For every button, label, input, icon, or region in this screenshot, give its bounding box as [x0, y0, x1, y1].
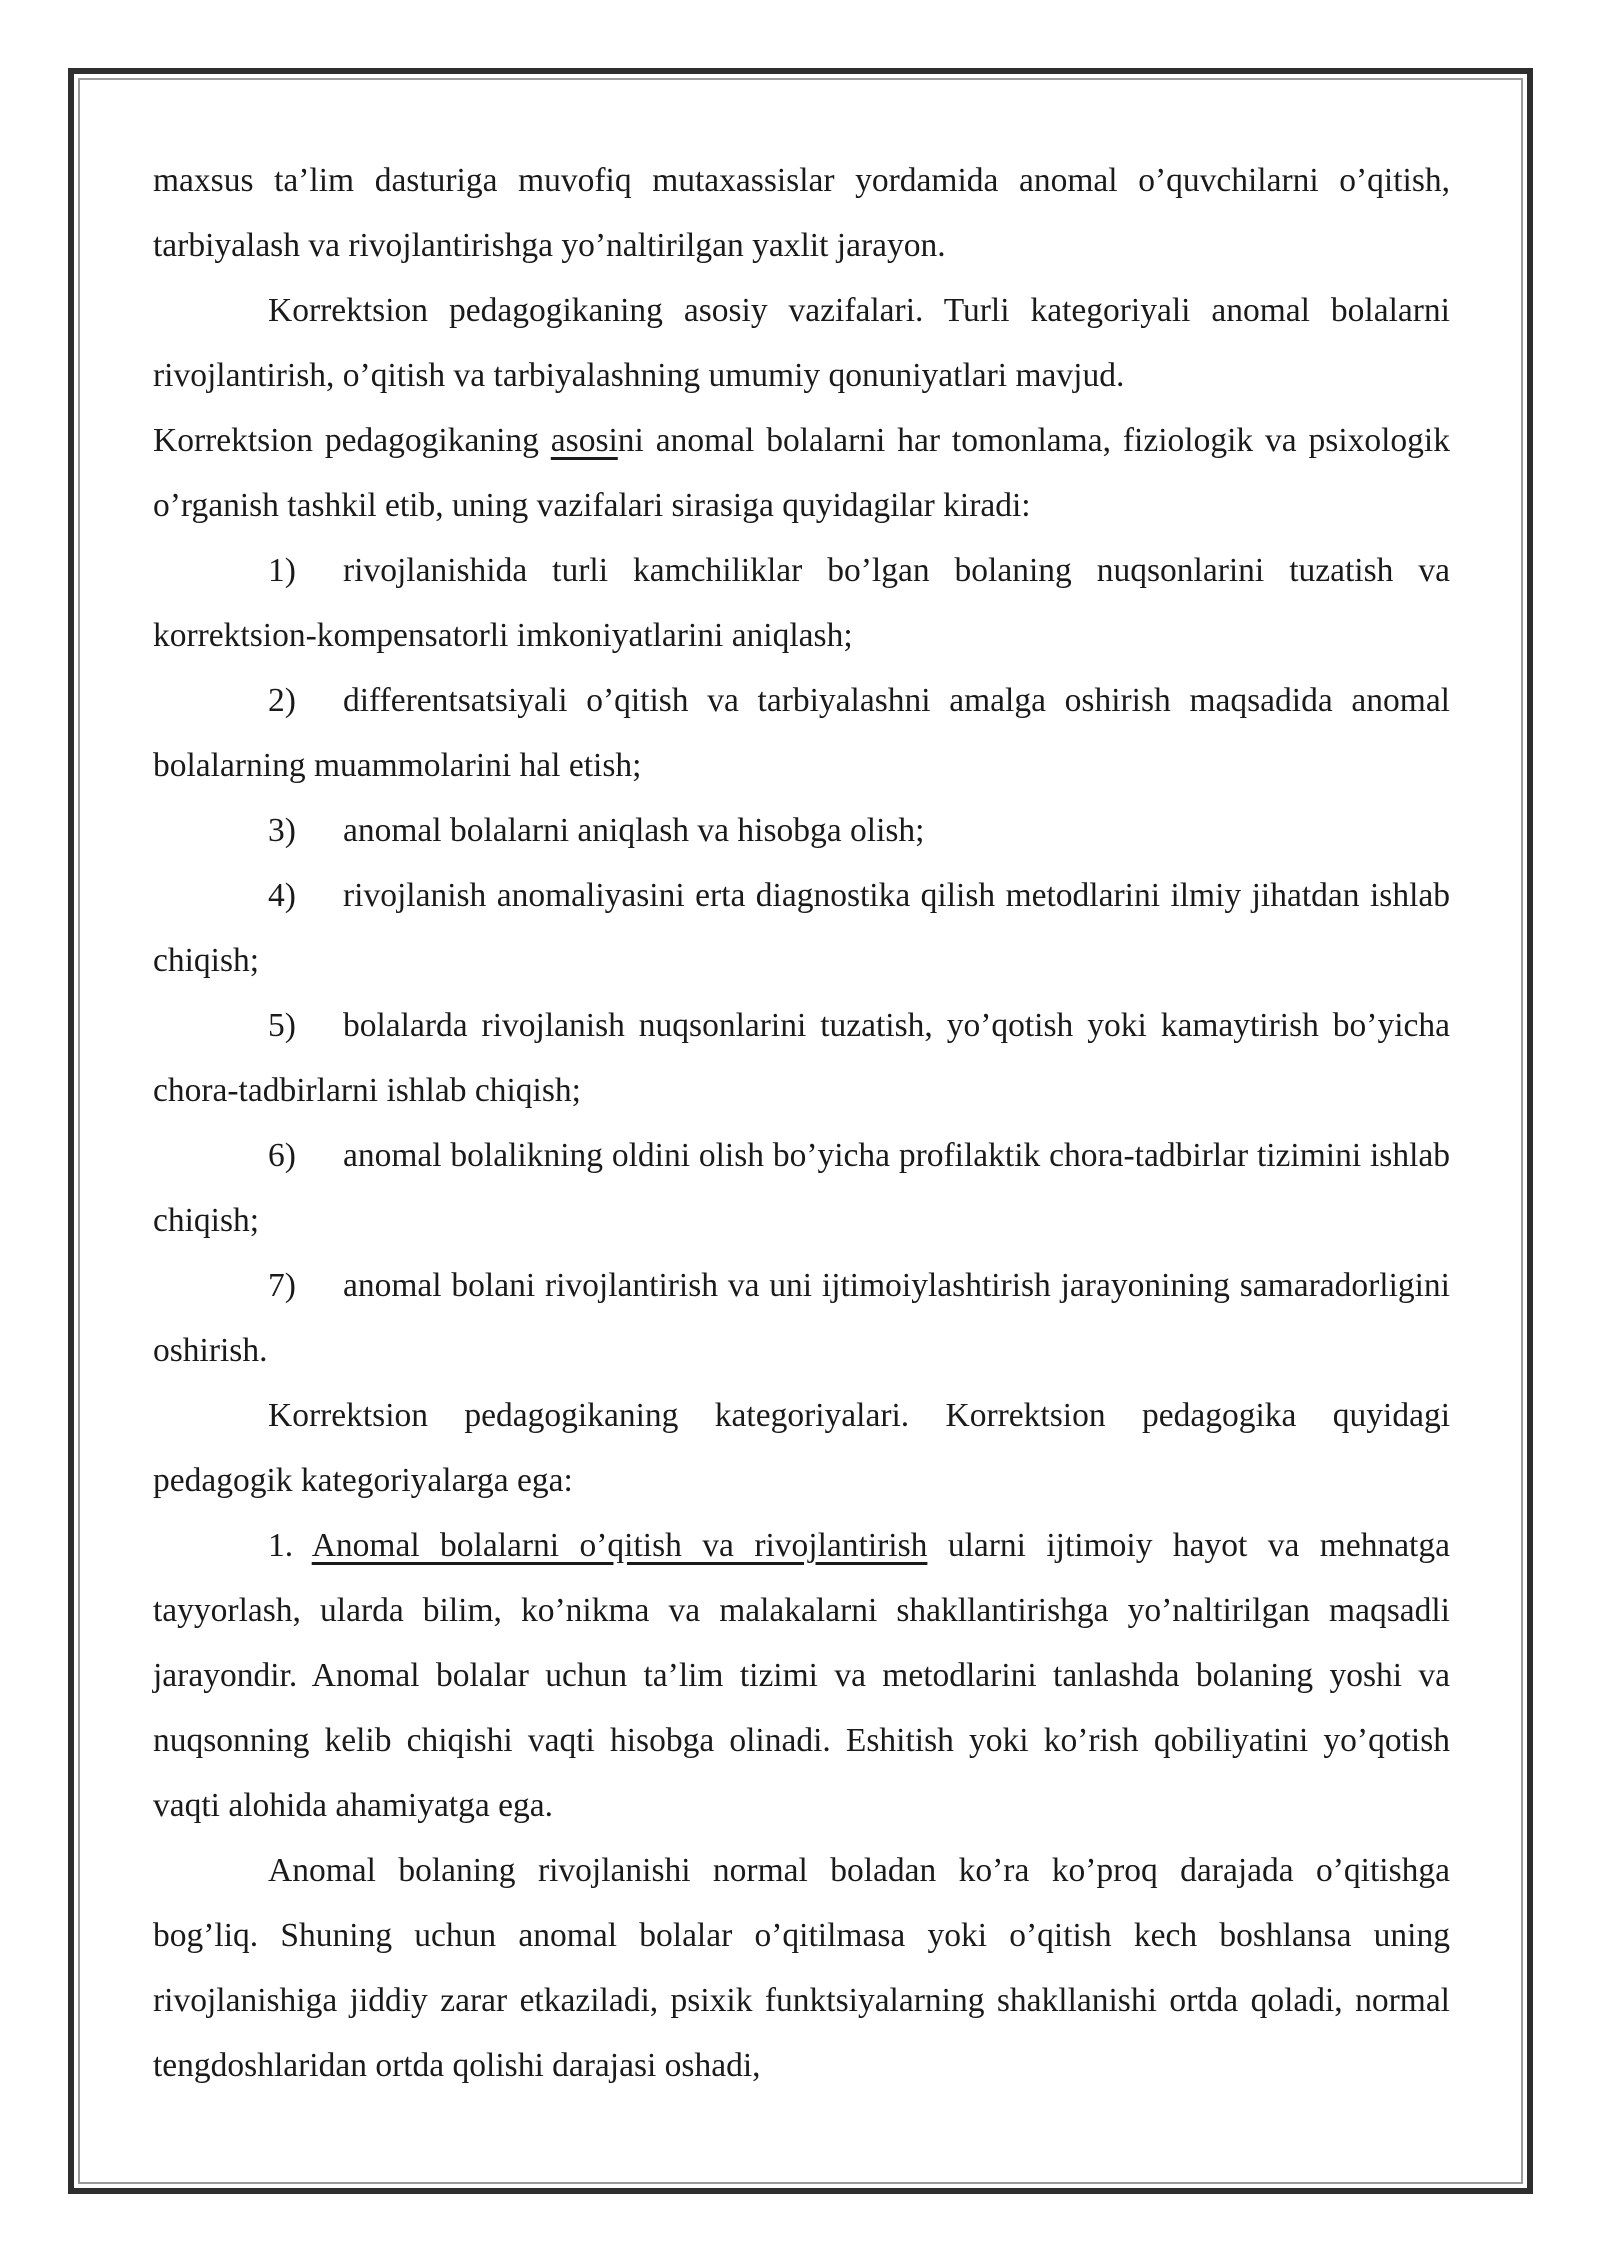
- list-number: 1): [268, 552, 296, 589]
- list-text: rivojlanish anomaliyasini erta diagnostika qilish metodlarini ilmiy jihatdan ishlab chiqish;: [153, 877, 1450, 979]
- list-text: bolalarda rivojlanish nuqsonlarini tuzatish, yo’qotish yoki kamaytirish bo’yicha chora-tadbirlarni ishlab chiqish;: [153, 1007, 1450, 1109]
- list-number: 4): [268, 877, 296, 914]
- list-number: 5): [268, 1007, 296, 1044]
- category-number: 1.: [268, 1527, 312, 1564]
- text-span: ni anomal bolalarni har tomonlama, fiziologik va psixologik o’rganish tashkil etib, uning vazifalari sirasiga quyidagilar kiradi:: [153, 422, 1450, 524]
- list-item: [153, 863, 1450, 993]
- list-text: differentsatsiyali o’qitish va tarbiyalashni amalga oshirish maqsadida anomal bolalarning muammolarini hal etish;: [153, 682, 1450, 784]
- underlined-term: asosi: [550, 422, 618, 459]
- text-span: Korrektsion pedagogikaning: [153, 422, 551, 459]
- list-item: [153, 538, 1450, 668]
- list-number: 7): [268, 1267, 296, 1304]
- list-number: 3): [268, 812, 296, 849]
- document-body: [153, 148, 1450, 2098]
- list-text: rivojlanishida turli kamchiliklar bo’lgan bolaning nuqsonlarini tuzatish va korrektsion-kompensatorli imkoniyatlarini aniqlash;: [153, 552, 1450, 654]
- paragraph-intro: maxsus ta’lim dasturiga muvofiq mutaxassislar yordamida anomal o’quvchilarni o’qitish, tarbiyalash va rivojlantirishga yo’naltirilgan yaxlit jarayon.: [153, 162, 1450, 264]
- paragraph-tasks-heading: Korrektsion pedagogikaning asosiy vazifalari. Turli kategoriyali anomal bolalarni rivojlantirish, o’qitish va tarbiyalashning umumiy qonuniyatlari mavjud.: [153, 292, 1450, 394]
- list-text: anomal bolalarni aniqlash va hisobga olish;: [343, 812, 925, 849]
- list-item: [153, 668, 1450, 798]
- underlined-term: Anomal bolalarni o’qitish va rivojlantirish: [311, 1527, 928, 1564]
- list-item: [153, 1123, 1450, 1253]
- list-text: anomal bolani rivojlantirish va uni ijtimoiylashtirish jarayonining samaradorligini oshirish.: [153, 1267, 1450, 1369]
- list-item: [153, 798, 1450, 863]
- list-item: [153, 993, 1450, 1123]
- paragraph-categories: Korrektsion pedagogikaning kategoriyalari. Korrektsion pedagogika quyidagi pedagogik kategoriyalarga ega:: [153, 1397, 1450, 1499]
- text-span: ularni ijtimoiy hayot va mehnatga tayyorlash, ularda bilim, ko’nikma va malakalarni shakllantirishga yo’naltirilgan maqsadli jarayondir. Anomal bolalar uchun ta’lim tizimi va metodlarini tanlashda bolaning yoshi va nuqsonning kelib chiqishi vaqti hisobga olinadi. Eshitish yoki ko’rish qobiliyatini yo’qotish vaqti alohida ahamiyatga ega.: [153, 1527, 1450, 1824]
- list-number: 2): [268, 682, 296, 719]
- list-number: 6): [268, 1137, 296, 1174]
- list-text: anomal bolalikning oldini olish bo’yicha profilaktik chora-tadbirlar tizimini ishlab chiqish;: [153, 1137, 1450, 1239]
- paragraph-tasks-intro: [153, 408, 1450, 538]
- paragraph-category-1: [153, 1513, 1450, 1838]
- paragraph-development: Anomal bolaning rivojlanishi normal boladan ko’ra ko’proq darajada o’qitishga bog’liq. Shuning uchun anomal bolalar o’qitilmasa yoki o’qitish kech boshlansa uning rivojlanishiga jiddiy zarar etkaziladi, psixik funktsiyalarning shakllanishi ortda qoladi, normal tengdoshlaridan ortda qolishi darajasi oshadi,: [153, 1852, 1450, 2084]
- list-item: [153, 1253, 1450, 1383]
